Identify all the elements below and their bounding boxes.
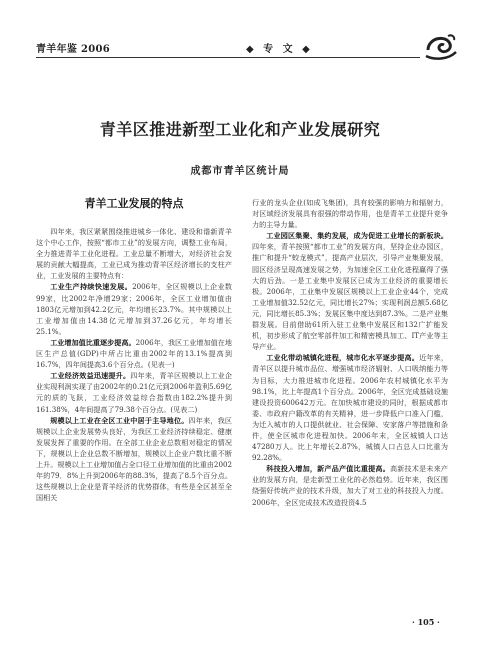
paragraph <box>36 337 232 370</box>
paragraph-lead: 工业化带动城镇化进程，城市化水平逐步提高。 <box>266 353 420 363</box>
paragraph-body: 四年来，青羊区规模以上工业企业实现利润实现了由2002年的0.21亿元到2006年盈利5.69亿元的质的飞跃，工业经济效益综合指数由182.2%提升到161.38%，4年间提高了79.38个百分点。(见表二) <box>36 371 233 414</box>
running-header <box>36 40 456 56</box>
paragraph-lead: 工业园区集聚、集约发展，成为促进工业增长的新板块。 <box>266 231 448 241</box>
paragraph-body: 四年来，我区规模以上企业发展势头良好，为我区工业经济持续稳定、健康发展发挥了重要的作用。在全部工业企业总数相对稳定的情况下，规模以上企业总数不断增加，规模以上企业户数比重不断上升。规模以上工业增加值占全口径工业增加值的比重由2002年的79．8%上升到2006年的88.3%，提高了8.5个百分点。这些规模以上企业是青羊经济的优势群体，有些是全区甚至全国相关 <box>36 415 233 503</box>
article-author: 成都市青羊区统计局 <box>190 166 290 177</box>
paragraph-lead: 工业增加值比重逐步提高。 <box>50 337 136 347</box>
paragraph-lead: 工业生产持续快速发展。 <box>50 282 133 292</box>
yearbook-title: 青羊年鉴 2006 <box>36 44 111 55</box>
paragraph-lead: 工业经济效益迅速提升。 <box>50 371 131 381</box>
section-label: ◆ 专 文 ◆ <box>246 44 313 55</box>
paragraph-lead: 规模以上工业在全区工业中居于主导地位。 <box>50 415 189 425</box>
page-number: · 105 · <box>412 617 440 627</box>
paragraph <box>36 281 232 336</box>
paragraph: 行业的龙头企业(如成飞集团)，具有较强的影响力和辐射力，对区域经济发展具有很强的带动作用，也是青羊工业提升竞争力的主导力量。 <box>252 198 448 230</box>
article-title: 青羊区推进新型工业化和产业发展研究 <box>99 120 381 139</box>
paragraph <box>252 230 448 352</box>
swirl-logo-icon <box>424 30 458 62</box>
section-heading: 青羊工业发展的特点 <box>84 197 184 210</box>
paragraph <box>252 463 448 507</box>
paragraph-body: 高新技术是未来产业的发展方向，是走新型工业化的必然趋势。近年来，我区围绕强好传统产业的技术升级，加大了对工业的科技投入力度。2006年，全区完成技术改造投资4.5 <box>252 464 449 507</box>
paragraph-lead: 科技投入增加，新产品产值比重提高。 <box>266 464 390 474</box>
right-column <box>252 197 448 508</box>
paragraph: 四年来，我区紧紧围绕推进城乡一体化、建设和谐新青羊这个中心工作，按照“都市工业”的发展方向，调整工业布局，全力推进青羊工业化进程。工业总量不断增大，对经济社会发展的贡献大幅提高，工业已成为推动青羊区经济增长的支柱产业，工业发展的主要特点有： <box>36 227 232 281</box>
paragraph-body: 2006年，我区工业增加值在地区生产总值(GDP)中所占比重由2002年的13.1%提高到16.7%，四年间提高3.6个百分点。(见表一) <box>36 337 232 370</box>
paragraph-body: 四年来，青羊按照“都市工业”的发展方向，坚持企业办园区，推广和提升“蛟龙模式”，提高产业层次，引导产业集聚发展，园区经济呈现高速发展之势，为加速全区工业化进程赢得了强大的后劲。一是工业集中发展区已成为工业经济的重要增长极。2006年，工业集中发展区规模以上工业企业44个，完成工业增加值32.52亿元，同比增长27%；实现利润总额5.68亿元，同比增长85.3%；发展区集中度达到87.3%。二是产业集群发展。目前借助61所入驻工业集中发展区和132广扩能发机，初步形成了航空零部件加工和精密模具加工、IT产业等主导产业。 <box>252 242 448 352</box>
header-rule <box>36 57 420 58</box>
paragraph-body: 近年来，青羊区以提升城市品位、增强城市经济辐射、人口吸纳能力等为目标，大力推进城市化进程。2006年农村城镇化水平为98.1%，比上年提高1个百分点。2006年，全区完成基础设施建设投资600642万元。在加快城市建设的同时，根据成都市委、市政府户籍改革的有关精神，进一步降低户口准入门槛，为迁入城市的人口提供就业、社会保障、安家落户等措施和条件，使全区城市化进程加快。2006年末，全区城镇人口达47280万人。比上年增长2.87%，城镇人口占总人口比重为92.28%。 <box>252 353 449 463</box>
paragraph <box>252 352 448 463</box>
paragraph <box>36 370 232 414</box>
paragraph-body: 2006年，全区规模以上企业数99家，比2002年净增29家；2006年，全区工业增加值由1803亿元增加到42.2亿元，年均增长23.7%。其中规模以上工业增加值由14.38亿元增加到37.26亿元，年均增长25.1%。 <box>36 282 232 336</box>
paragraph <box>36 415 232 504</box>
left-column <box>36 226 232 503</box>
